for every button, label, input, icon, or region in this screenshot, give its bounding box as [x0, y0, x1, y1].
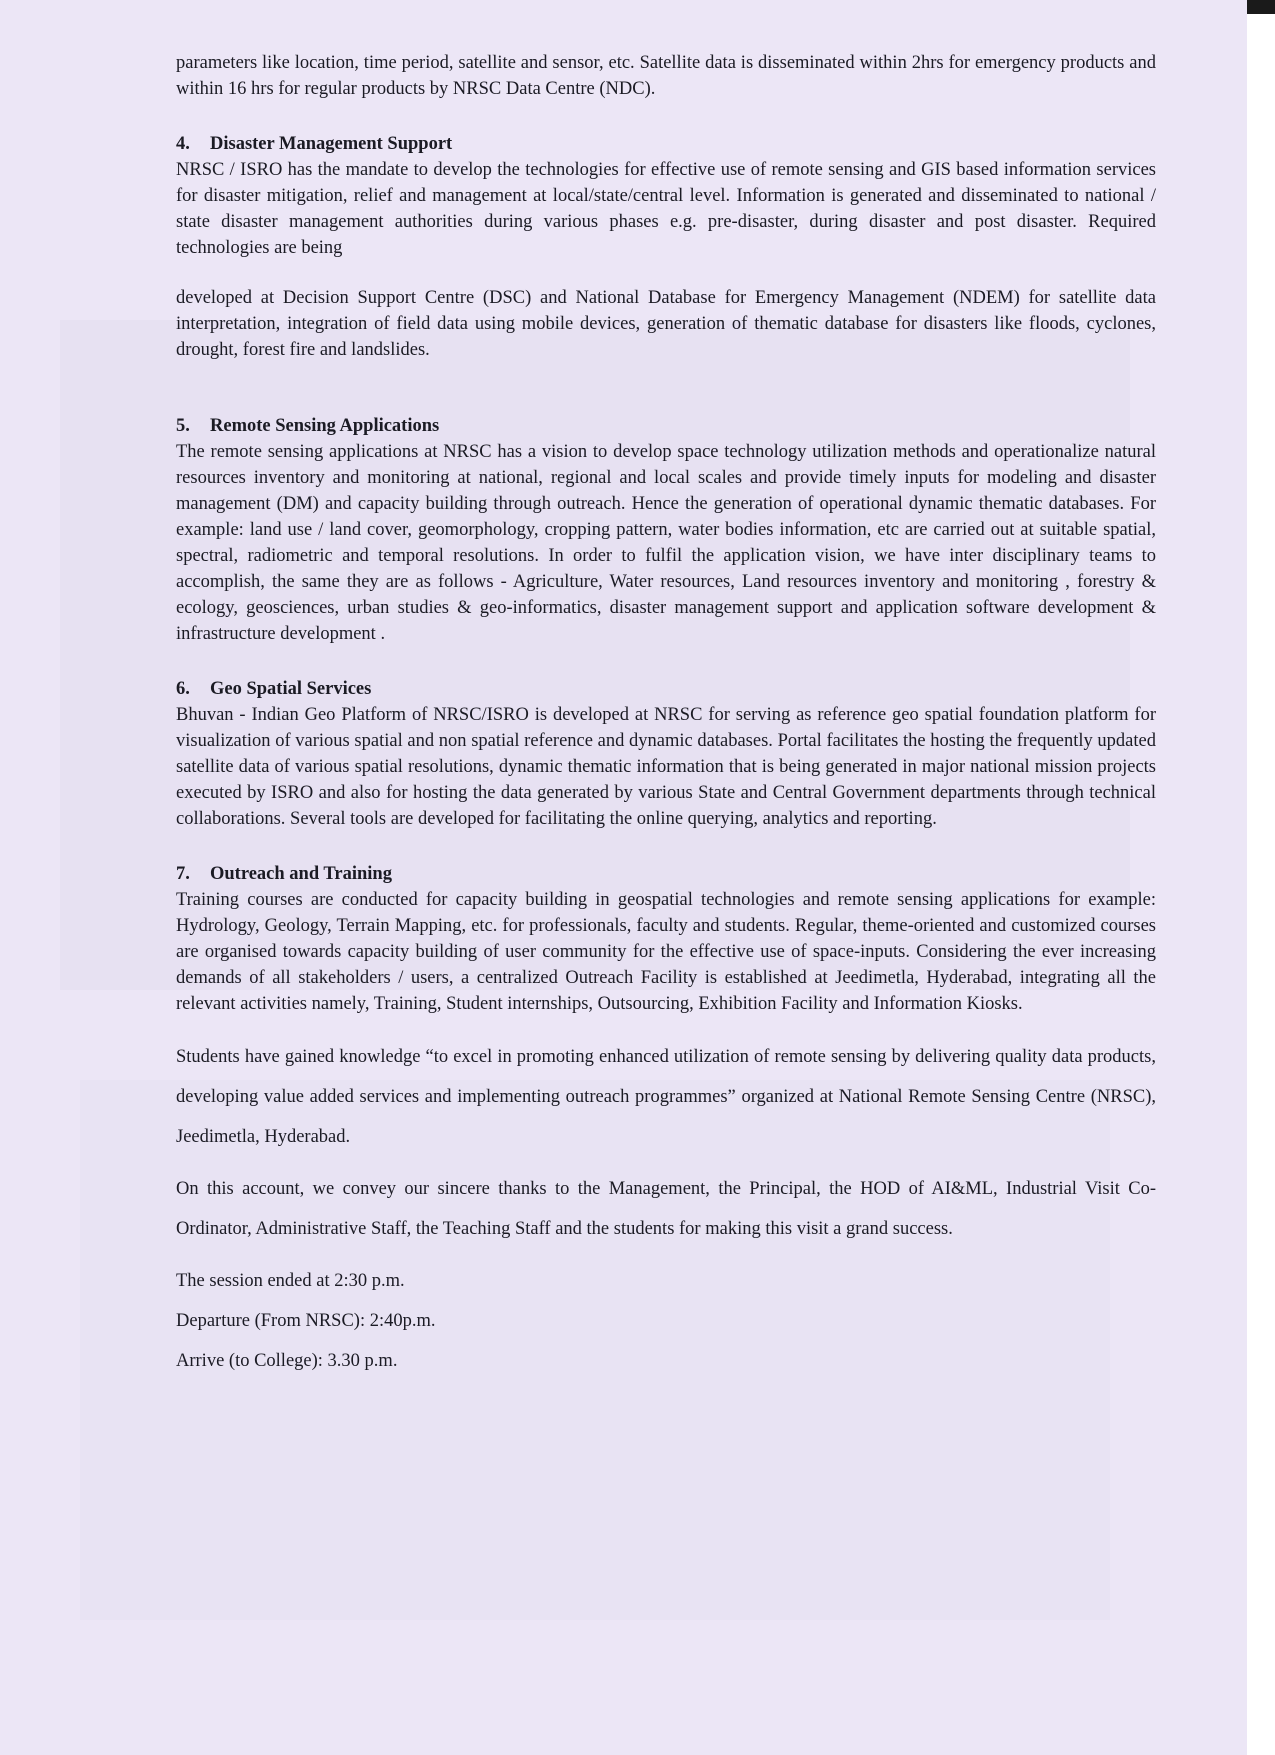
- section-number: 7.: [176, 864, 190, 884]
- section-paragraph: Training courses are conducted for capacity building in geospatial technologies and remote sensing applications for example: Hydrology, Geology, Terrain Mapping, etc. for professionals, faculty and students. Regular, theme-oriented and customized courses are organised towards capacity building of user community for the effective use of space-inputs. Considering the ever increasing demands of all stakeholders / users, a centralized Outreach Facility is established at Jeedimetla, Hyderabad, integrating all the relevant activities namely, Training, Student internships, Outsourcing, Exhibition Facility and Information Kiosks.: [176, 890, 1156, 1014]
- document-body: [176, 50, 1156, 1381]
- section-number: 5.: [176, 416, 190, 436]
- departure-line: Departure (From NRSC): 2:40p.m.: [176, 1311, 436, 1331]
- section-title: Outreach and Training: [210, 864, 392, 884]
- section-paragraph: Bhuvan - Indian Geo Platform of NRSC/ISRO is developed at NRSC for serving as reference geo spatial foundation platform for visualization of various spatial and non spatial reference and dynamic databases. Portal facilitates the hosting the frequently updated satellite data of various spatial resolutions, dynamic thematic information that is being generated in major national mission projects executed by ISRO and also for hosting the data generated by various State and Central Government departments through technical collaborations. Several tools are developed for facilitating the online querying, analytics and reporting.: [176, 705, 1156, 829]
- knowledge-paragraph: Students have gained knowledge “to excel in promoting enhanced utilization of remote sensing by delivering quality data products, developing value added services and implementing outreach programmes” organized at National Remote Sensing Centre (NRSC), Jeedimetla, Hyderabad.: [176, 1047, 1156, 1147]
- section-number: 6.: [176, 679, 190, 699]
- section-heading: [176, 131, 1156, 157]
- section-number: 4.: [176, 134, 190, 154]
- arrival-line: Arrive (to College): 3.30 p.m.: [176, 1351, 398, 1371]
- intro-paragraph: parameters like location, time period, satellite and sensor, etc. Satellite data is disseminated within 2hrs for emergency products and within 16 hrs for regular products by NRSC Data Centre (NDC).: [176, 53, 1156, 99]
- thanks-paragraph: On this account, we convey our sincere thanks to the Management, the Principal, the HOD of AI&ML, Industrial Visit Co-Ordinator, Administrative Staff, the Teaching Staff and the students for making this visit a grand success.: [176, 1179, 1156, 1239]
- section-geo-spatial-services: [176, 676, 1156, 832]
- section-title: Disaster Management Support: [210, 134, 453, 154]
- session-end-line: The session ended at 2:30 p.m.: [176, 1271, 405, 1291]
- section-paragraph: NRSC / ISRO has the mandate to develop the technologies for effective use of remote sensing and GIS based information services for disaster mitigation, relief and management at local/state/central level. Information is generated and disseminated to national / state disaster management authorities during various phases e.g. pre-disaster, during disaster and post disaster. Required technologies are being: [176, 160, 1156, 258]
- section-heading: [176, 861, 1156, 887]
- scan-edge-mark: [1247, 0, 1275, 14]
- schedule-block: [176, 1261, 1156, 1381]
- section-disaster-management: [176, 131, 1156, 363]
- scan-edge: [1247, 0, 1275, 1755]
- section-title: Geo Spatial Services: [210, 679, 372, 699]
- section-remote-sensing-applications: [176, 413, 1156, 647]
- section-heading: [176, 676, 1156, 702]
- section-paragraph: The remote sensing applications at NRSC has a vision to develop space technology utilization methods and operationalize natural resources inventory and monitoring at national, regional and local scales and provide timely inputs for modeling and disaster management (DM) and capacity building through outreach. Hence the generation of operational dynamic thematic databases. For example: land use / land cover, geomorphology, cropping pattern, water bodies information, etc are carried out at suitable spatial, spectral, radiometric and temporal resolutions. In order to fulfil the application vision, we have inter disciplinary teams to accomplish, the same they are as follows - Agriculture, Water resources, Land resources inventory and monitoring , forestry & ecology, geosciences, urban studies & geo-informatics, disaster management support and application software development & infrastructure development .: [176, 442, 1156, 644]
- section-title: Remote Sensing Applications: [210, 416, 440, 436]
- section-outreach-training: [176, 861, 1156, 1017]
- section-heading: [176, 413, 1156, 439]
- section-paragraph: developed at Decision Support Centre (DSC) and National Database for Emergency Management (NDEM) for satellite data interpretation, integration of field data using mobile devices, generation of thematic database for disasters like floods, cyclones, drought, forest fire and landslides.: [176, 288, 1156, 360]
